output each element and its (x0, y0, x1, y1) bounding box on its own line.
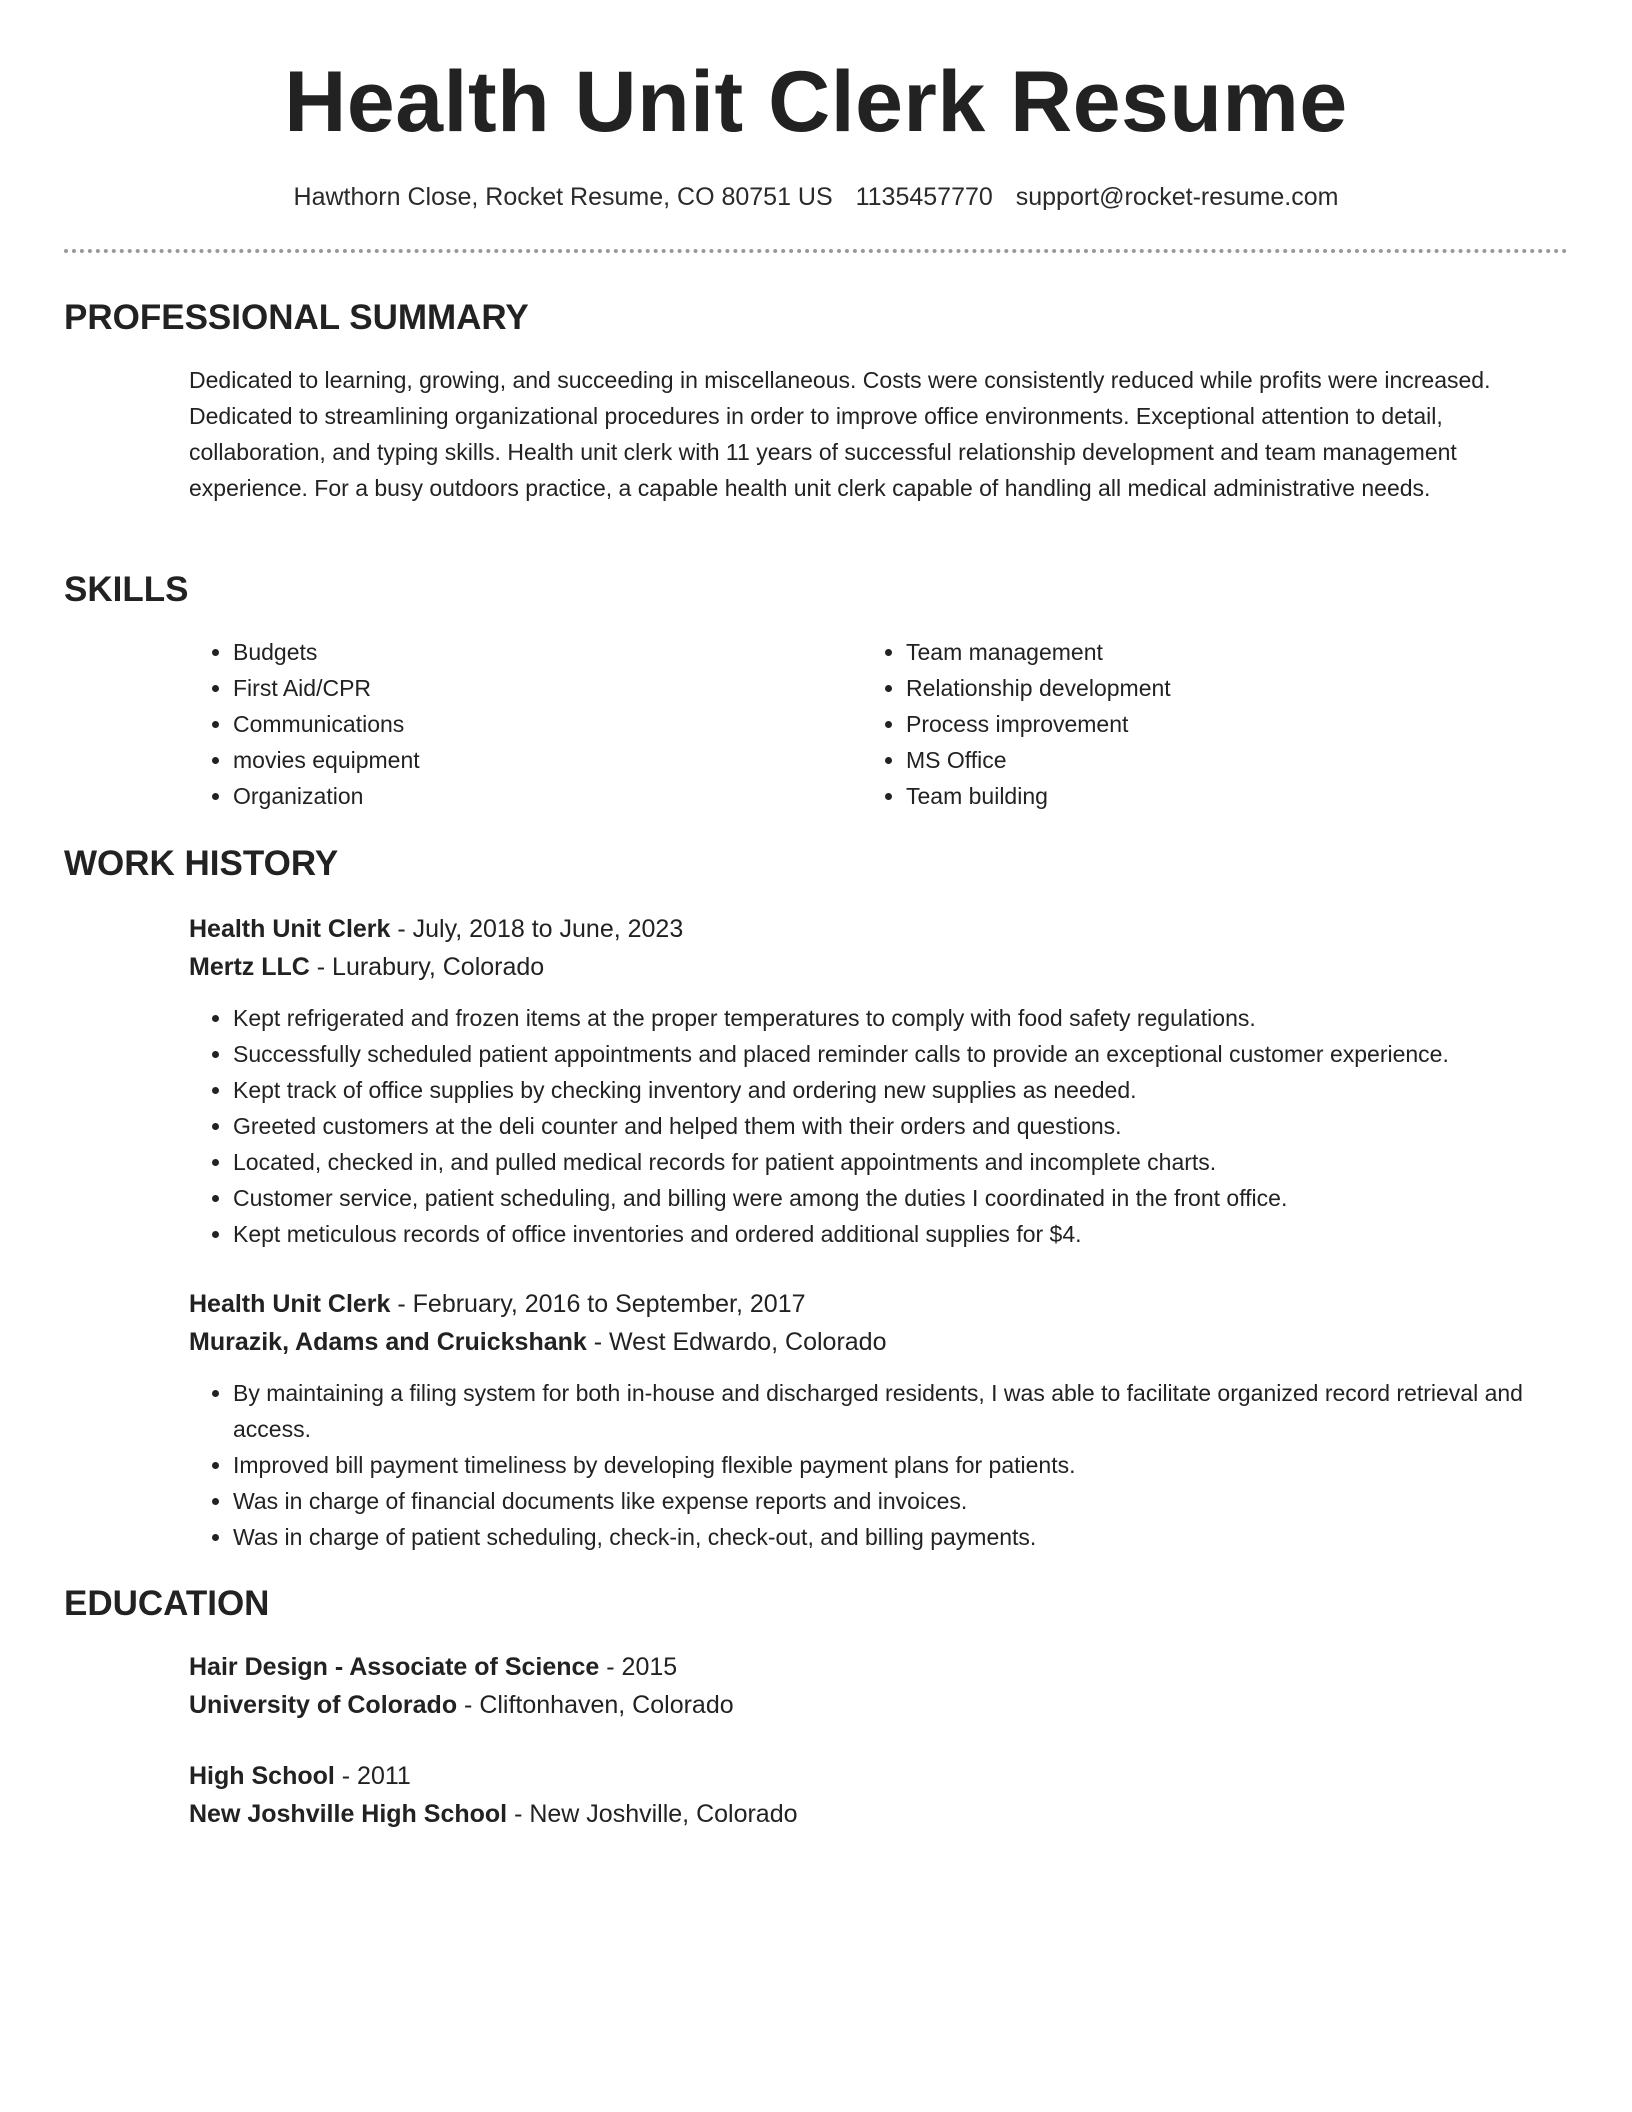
job-company: Murazik, Adams and Cruickshank (189, 1328, 587, 1356)
skills-section (189, 634, 1569, 814)
job-title: Health Unit Clerk (189, 1290, 391, 1318)
skill-item: • Organization (233, 778, 829, 814)
job-entry (189, 910, 1569, 1252)
job-company-line: Murazik, Adams and Cruickshank - West Edwardo, Colorado (189, 1328, 887, 1356)
contact-address: Hawthorn Close, Rocket Resume, CO 80751 US (293, 183, 833, 211)
skill-item: • Team management (906, 634, 1502, 670)
skill-item: • Communications (233, 706, 829, 742)
job-location: West Edwardo, Colorado (609, 1328, 887, 1356)
contact-email: support@rocket-resume.com (1015, 183, 1339, 211)
job-bullet: • Successfully scheduled patient appointments and placed reminder calls to provide an exceptional customer experience. (233, 1036, 1569, 1072)
job-bullet: • Was in charge of patient scheduling, check-in, check-out, and billing payments. (233, 1519, 1563, 1555)
education-heading: EDUCATION (64, 1584, 270, 1623)
contact-phone: 1135457770 (855, 183, 993, 211)
education-entry (189, 1757, 1569, 1833)
summary-section (189, 362, 1569, 506)
job-bullet: • Kept refrigerated and frozen items at the proper temperatures to comply with food safety regulations. (233, 1000, 1569, 1036)
work-heading: WORK HISTORY (64, 844, 339, 883)
skill-item: • movies equipment (233, 742, 829, 778)
job-dates: July, 2018 to June, 2023 (412, 915, 684, 943)
job-company-line: Mertz LLC - Lurabury, Colorado (189, 953, 545, 981)
degree-line: Hair Design - Associate of Science - 2015 (189, 1653, 678, 1681)
job-title: Health Unit Clerk (189, 915, 391, 943)
skills-column-right (862, 634, 1502, 814)
skill-item: • Process improvement (906, 706, 1502, 742)
job-title-line: Health Unit Clerk - February, 2016 to September, 2017 (189, 1290, 806, 1318)
graduation-year: 2015 (621, 1653, 678, 1681)
job-bullet: • Was in charge of financial documents like expense reports and invoices. (233, 1483, 1563, 1519)
education-entry (189, 1648, 1569, 1724)
job-bullet: • Kept track of office supplies by checking inventory and ordering new supplies as needed. (233, 1072, 1569, 1108)
school: University of Colorado (189, 1691, 458, 1719)
job-title-line: Health Unit Clerk - July, 2018 to June, 2023 (189, 915, 684, 943)
summary-heading: PROFESSIONAL SUMMARY (64, 298, 529, 337)
resume-title: Health Unit Clerk Resume (284, 54, 1348, 150)
job-location: Lurabury, Colorado (332, 953, 545, 981)
school: New Joshville High School (189, 1800, 508, 1828)
school-location: Cliftonhaven, Colorado (479, 1691, 734, 1719)
job-bullet: • Greeted customers at the deli counter and helped them with their orders and questions. (233, 1108, 1569, 1144)
job-entry (189, 1285, 1569, 1555)
skill-item: • First Aid/CPR (233, 670, 829, 706)
job-bullet: • Kept meticulous records of office inventories and ordered additional supplies for $4. (233, 1216, 1569, 1252)
degree: Hair Design - Associate of Science (189, 1653, 600, 1681)
skills-column-left (189, 634, 829, 814)
job-company: Mertz LLC (189, 953, 310, 981)
job-bullet: • Customer service, patient scheduling, and billing were among the duties I coordinated in the front office. (233, 1180, 1569, 1216)
contact-line (0, 180, 1632, 214)
job-bullet: • By maintaining a filing system for both in-house and discharged residents, I was able to facilitate organized record retrieval and access. (233, 1375, 1563, 1447)
degree: High School (189, 1762, 335, 1790)
header-divider (64, 249, 1568, 253)
job-bullet: • Improved bill payment timeliness by developing flexible payment plans for patients. (233, 1447, 1563, 1483)
degree-line: High School - 2011 (189, 1762, 411, 1790)
summary-text: Dedicated to learning, growing, and succeeding in miscellaneous. Costs were consistently reduced while profits were increased. Dedicated to streamlining organizational procedures in order to improve office environments. Exceptional attention to detail, collaboration, and typing skills. Health unit clerk with 11 years of successful relationship development and team management experience. For a busy outdoors practice, a capable health unit clerk capable of handling all medical administrative needs. (189, 367, 1491, 501)
skill-item: • Team building (906, 778, 1502, 814)
skills-heading: SKILLS (64, 570, 189, 609)
skill-item: • Relationship development (906, 670, 1502, 706)
graduation-year: 2011 (357, 1762, 411, 1790)
school-line: University of Colorado - Cliftonhaven, Colorado (189, 1691, 734, 1719)
school-line: New Joshville High School - New Joshville, Colorado (189, 1800, 798, 1828)
skill-item: • Budgets (233, 634, 829, 670)
skill-item: • MS Office (906, 742, 1502, 778)
school-location: New Joshville, Colorado (529, 1800, 798, 1828)
job-dates: February, 2016 to September, 2017 (412, 1290, 806, 1318)
job-bullet: • Located, checked in, and pulled medical records for patient appointments and incomplete charts. (233, 1144, 1569, 1180)
